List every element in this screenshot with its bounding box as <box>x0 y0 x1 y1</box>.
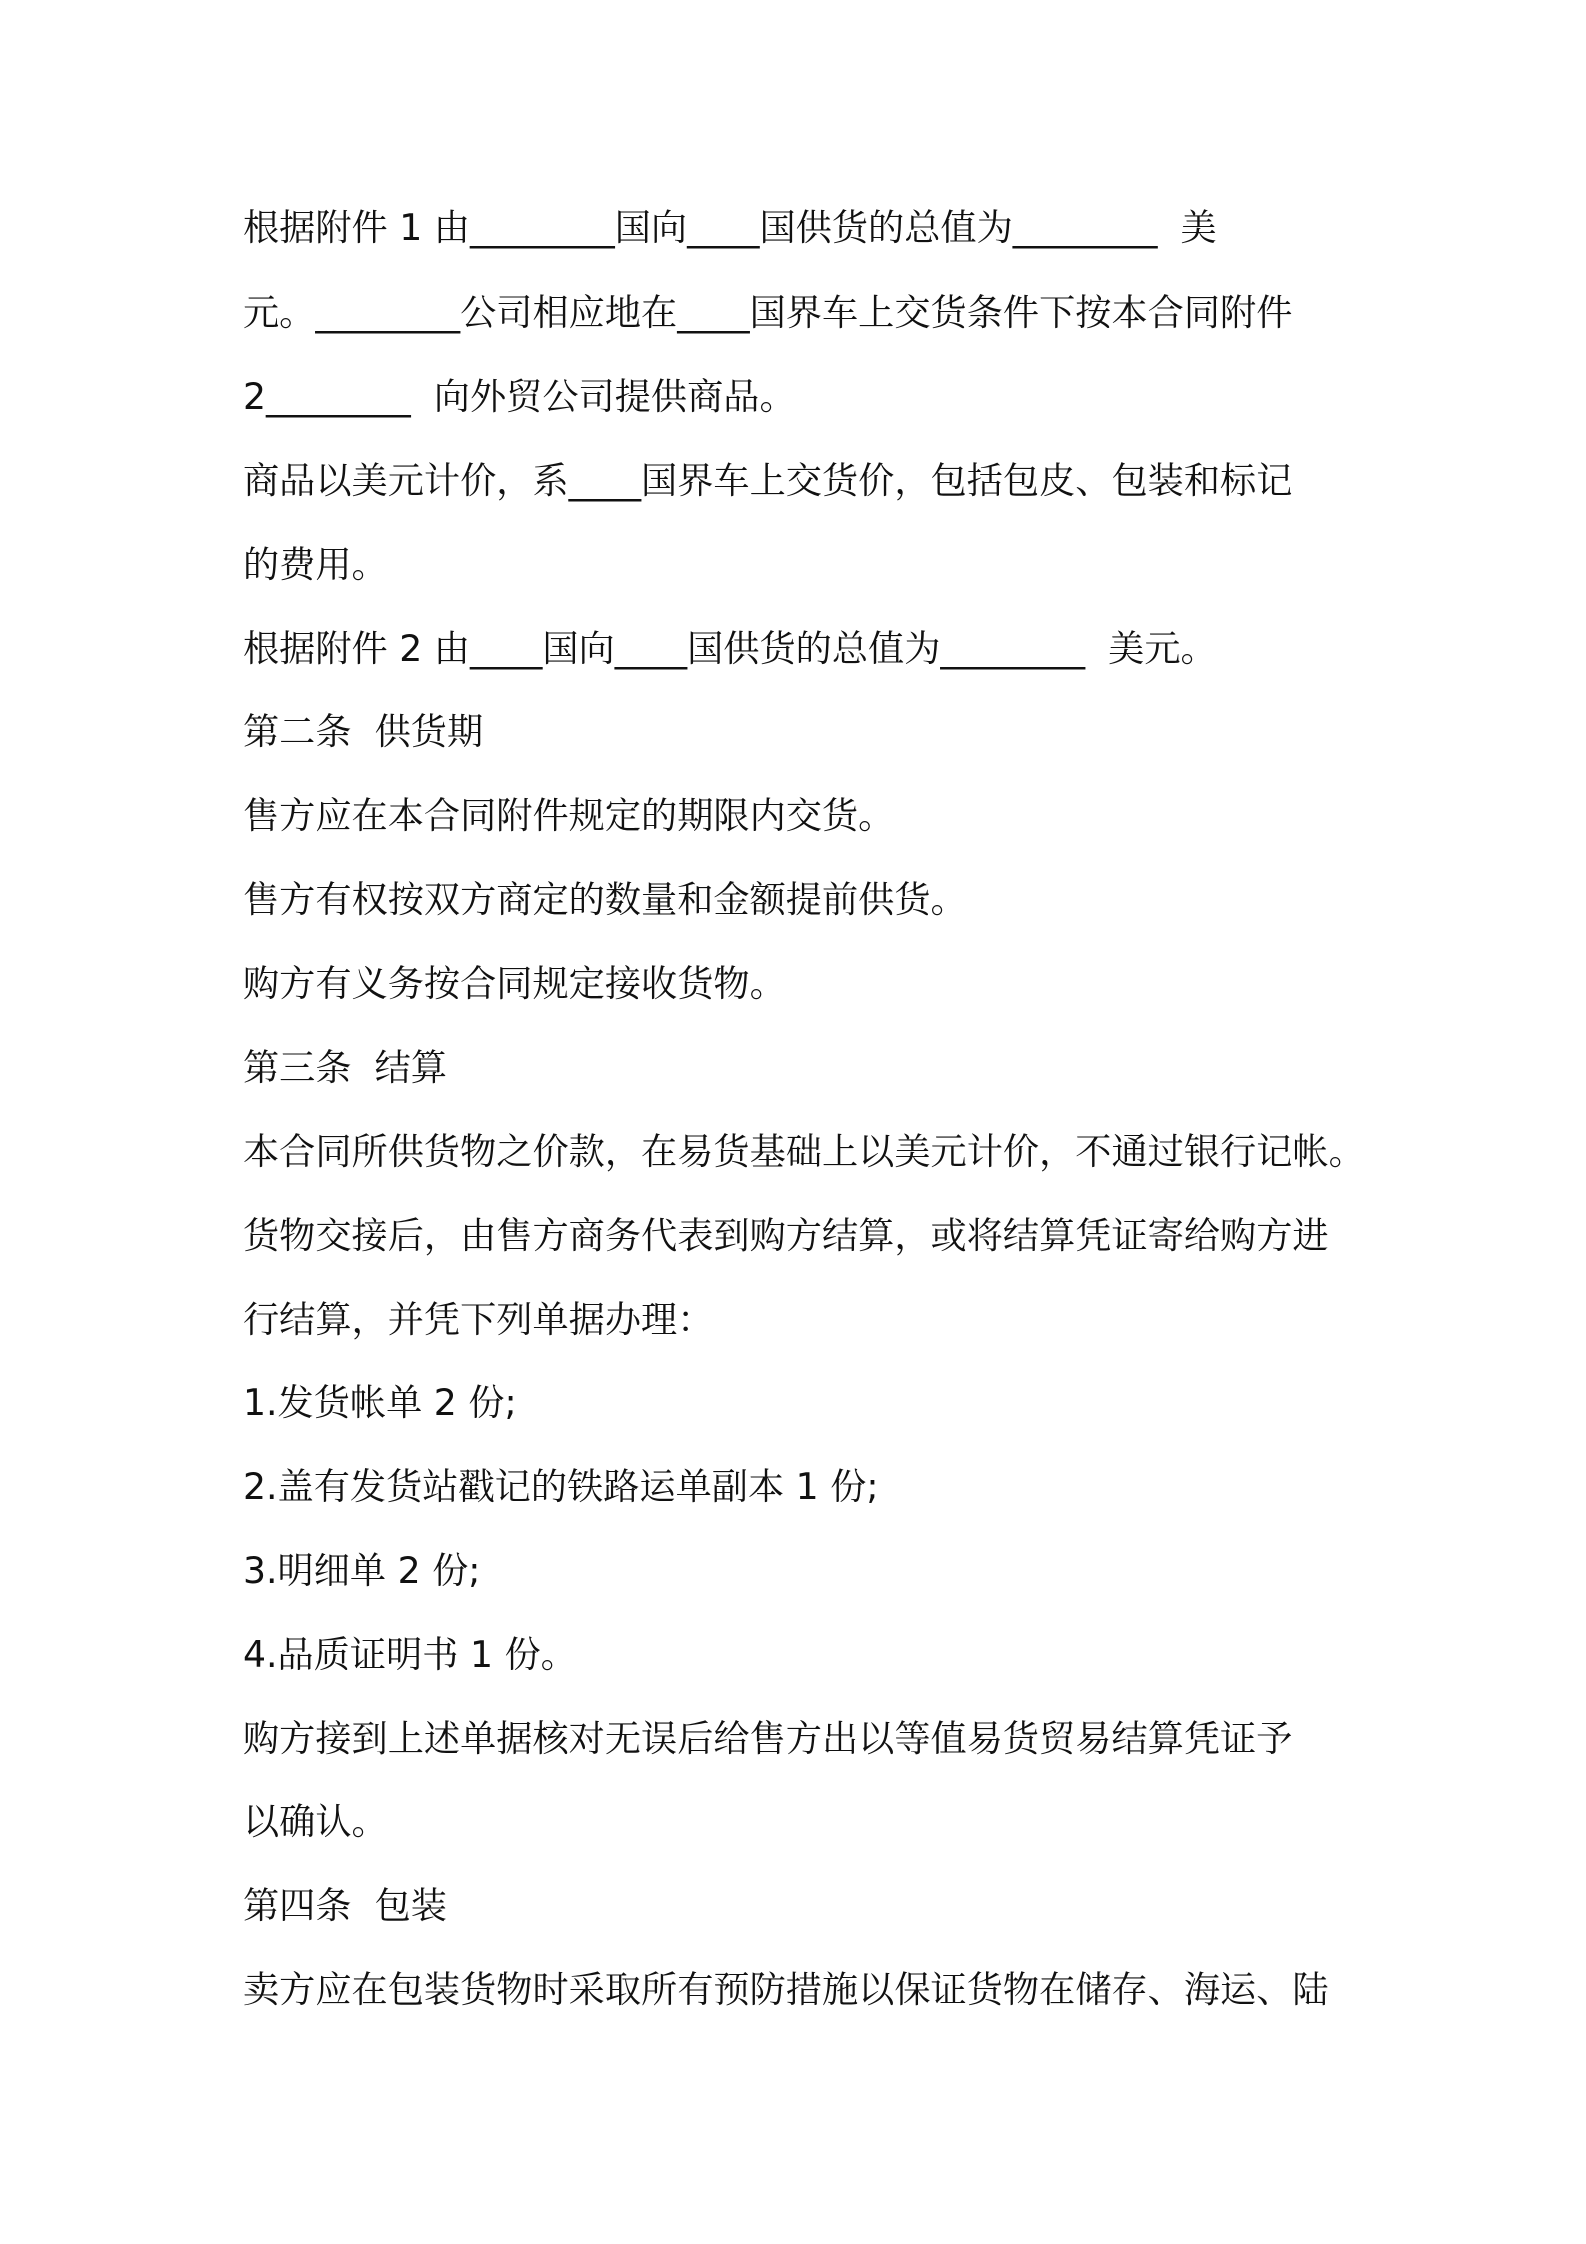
text-line: 行结算，并凭下列单据办理： <box>243 1298 714 1341</box>
list-item: 4.品质证明书 1 份。 <box>243 1633 577 1676</box>
text-line: 购方有义务按合同规定接收货物。 <box>243 962 786 1005</box>
text-line: 根据附件 1 由________国向____国供货的总值为________ 美 <box>243 206 1217 249</box>
list-item: 3.明细单 2 份; <box>243 1549 481 1592</box>
text-line: 的费用。 <box>243 543 388 586</box>
text-line: 售方有权按双方商定的数量和金额提前供货。 <box>243 878 967 921</box>
list-item: 1.发货帐单 2 份; <box>243 1381 517 1424</box>
text-line: 以确认。 <box>243 1800 388 1843</box>
text-line: 货物交接后，由售方商务代表到购方结算，或将结算凭证寄给购方进 <box>243 1214 1329 1257</box>
text-line: 售方应在本合同附件规定的期限内交货。 <box>243 794 895 837</box>
section-heading: 第四条 包装 <box>243 1884 447 1927</box>
text-line: 根据附件 2 由____国向____国供货的总值为________ 美元。 <box>243 627 1217 670</box>
text-line: 2________ 向外贸公司提供商品。 <box>243 375 796 418</box>
text-line: 元。________公司相应地在____国界车上交货条件下按本合同附件 <box>243 291 1293 334</box>
text-line: 商品以美元计价，系____国界车上交货价，包括包皮、包装和标记 <box>243 459 1293 502</box>
text-line: 购方接到上述单据核对无误后给售方出以等值易货贸易结算凭证予 <box>243 1717 1293 1760</box>
text-line: 本合同所供货物之价款，在易货基础上以美元计价，不通过银行记帐。 <box>243 1130 1365 1173</box>
section-heading: 第三条 结算 <box>243 1046 447 1089</box>
text-line: 卖方应在包装货物时采取所有预防措施以保证货物在储存、海运、陆 <box>243 1968 1329 2011</box>
section-heading: 第二条 供货期 <box>243 710 484 753</box>
list-item: 2.盖有发货站戳记的铁路运单副本 1 份; <box>243 1465 879 1508</box>
